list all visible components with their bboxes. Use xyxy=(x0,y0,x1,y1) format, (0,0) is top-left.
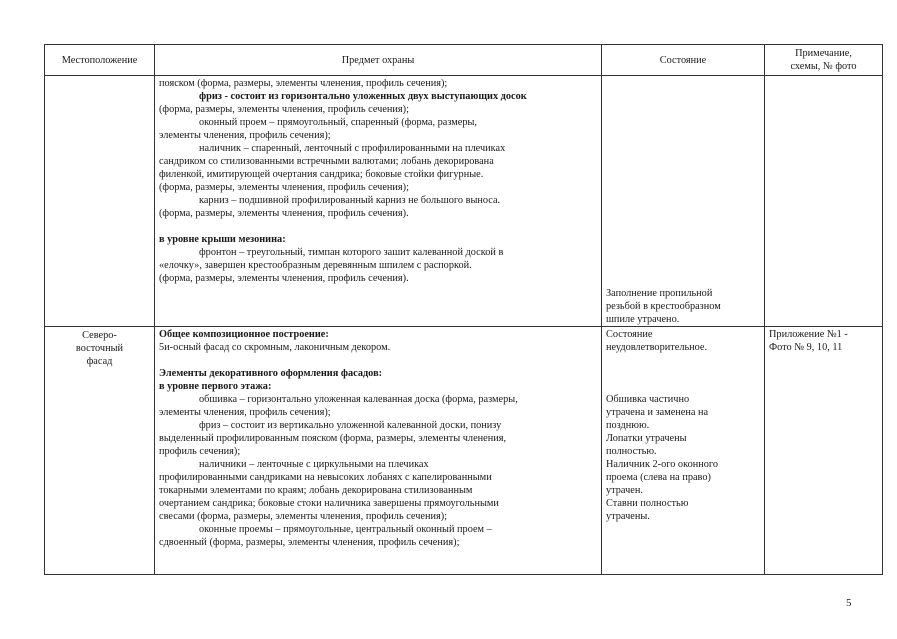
subject-line: оконные проемы – прямоугольные, центральный оконный проем – xyxy=(199,524,492,535)
header-state: Состояние xyxy=(602,45,765,76)
subject-line: свесами (форма, размеры, элементы членения, профиль сечения); xyxy=(159,511,448,522)
subject-line: в уровне крыши мезонина: xyxy=(159,234,286,245)
subject-line: (форма, размеры, элементы членения, профиль сечения); xyxy=(159,182,409,193)
state-line: Обшивка частично xyxy=(606,394,690,405)
state-line: утрачен. xyxy=(606,485,643,496)
subject-line: сандриком со стилизованными встречными валютами; лобань декорирована xyxy=(159,156,494,167)
spacer xyxy=(159,354,597,367)
state-line: Состояние xyxy=(606,329,653,340)
location-cell xyxy=(45,76,155,327)
subject-line: карниз – подшивной профилированный карниз не большого выноса. xyxy=(199,195,501,206)
subject-line: токарными элементами по краям; лобань декорирована стилизованным xyxy=(159,485,473,496)
subject-line: фриз - состоит из горизонтально уложенных двух выступающих досок xyxy=(199,91,527,102)
note-line: Фото № 9, 10, 11 xyxy=(769,342,843,353)
spacer xyxy=(159,220,597,233)
note-cell xyxy=(765,327,883,575)
subject-line: наличник – спаренный, ленточный с профилированными на плечиках xyxy=(199,143,506,154)
state-line: Ставни полностью xyxy=(606,498,689,509)
subject-line: (форма, размеры, элементы членения, профиль сечения). xyxy=(159,273,409,284)
location-line: Северо- xyxy=(82,330,117,341)
state-line: резьбой в крестообразном xyxy=(606,301,721,312)
state-line: неудовлетворительное. xyxy=(606,342,708,353)
state-line: утрачены. xyxy=(606,511,650,522)
subject-line: 5и-осный фасад со скромным, лаконичным декором. xyxy=(159,342,391,353)
subject-line: очертанием сандрика; боковые стоки наличника завершены прямоугольными xyxy=(159,498,499,509)
location-line: восточный xyxy=(75,343,124,354)
subject-line: (форма, размеры, элементы членения, профиль сечения). xyxy=(159,208,409,219)
state-cell xyxy=(602,327,765,575)
state-line: шпиле утрачено. xyxy=(606,314,680,325)
subject-line: пояском (форма, размеры, элементы членения, профиль сечения); xyxy=(159,78,448,89)
state-line: проема (слева на право) xyxy=(606,472,711,483)
state-line: полностью. xyxy=(606,446,657,457)
subject-line: элементы членения, профиль сечения); xyxy=(159,130,331,141)
subject-line: фриз – состоит из вертикально уложенной калеванной доски, понизу xyxy=(199,420,502,431)
location-cell xyxy=(45,327,155,575)
subject-line: (форма, размеры, элементы членения, профиль сечения); xyxy=(159,104,409,115)
state-line: позднюю. xyxy=(606,420,650,431)
subject-line: Элементы декоративного оформления фасадов: xyxy=(159,368,383,379)
header-subject: Предмет охраны xyxy=(155,45,602,76)
subject-line: наличники – ленточные с циркульными на плечиках xyxy=(199,459,429,470)
subject-line: оконный проем – прямоугольный, спаренный (форма, размеры, xyxy=(199,117,478,128)
subject-cell xyxy=(155,76,602,327)
state-line: Наличник 2-ого оконного xyxy=(606,459,718,470)
location-line: фасад xyxy=(86,356,113,367)
header-note xyxy=(765,45,883,76)
subject-line: в уровне первого этажа: xyxy=(159,381,272,392)
subject-line: сдвоенный (форма, размеры, элементы членения, профиль сечения); xyxy=(159,537,460,548)
state-line: Заполнение пропильной xyxy=(606,288,713,299)
header-location: Местоположение xyxy=(45,45,155,76)
spacer xyxy=(606,354,760,367)
subject-line: выделенный профилированным пояском (форма, размеры, элементы членения, xyxy=(159,433,507,444)
note-line: Приложение №1 - xyxy=(769,329,848,340)
state-line: утрачена и заменена на xyxy=(606,407,709,418)
state-line: Лопатки утрачены xyxy=(606,433,687,444)
header-note-line: схемы, № фото xyxy=(790,61,857,72)
page-number: 5 xyxy=(846,597,852,609)
state-cell xyxy=(602,76,765,327)
table-header-row xyxy=(45,45,883,76)
subject-cell xyxy=(155,327,602,575)
subject-line: профилированными сандриками на невысоких лобанях с капелированными xyxy=(159,472,492,483)
protection-table xyxy=(44,44,883,575)
subject-line: обшивка – горизонтально уложенная калеванная доска (форма, размеры, xyxy=(199,394,518,405)
spacer xyxy=(606,367,760,380)
subject-line: элементы членения, профиль сечения); xyxy=(159,407,331,418)
subject-line: фронтон – треугольный, тимпан которого зашит калеванной доской в xyxy=(199,247,504,258)
table-row xyxy=(45,76,883,327)
subject-line: филенкой, имитирующей очертания сандрика; боковые стойки фигурные. xyxy=(159,169,484,180)
note-cell xyxy=(765,76,883,327)
subject-line: профиль сечения); xyxy=(159,446,241,457)
header-note-line: Примечание, xyxy=(795,48,852,59)
spacer xyxy=(606,380,760,393)
table-row xyxy=(45,327,883,575)
subject-line: «елочку», завершен крестообразным деревянным шпилем с распоркой. xyxy=(159,260,472,271)
subject-line: Общее композиционное построение: xyxy=(159,329,329,340)
